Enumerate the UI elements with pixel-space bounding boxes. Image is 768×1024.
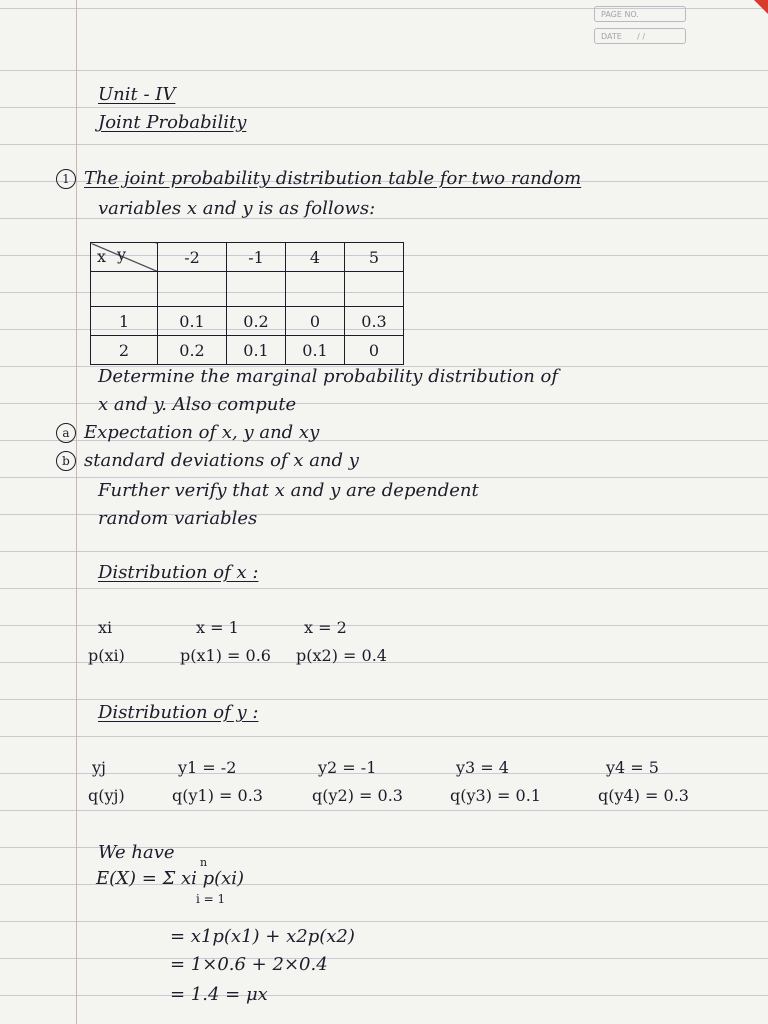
prob-cell: 0.2: [227, 307, 286, 336]
prob-cell: 0: [345, 336, 404, 365]
item-a-marker: a: [56, 423, 76, 443]
date-box: [594, 28, 686, 44]
margin-line: [76, 0, 77, 1024]
x-value-cell: 1: [91, 307, 158, 336]
sum-lower-limit: i = 1: [196, 892, 226, 906]
dist-y-label-yj: yj: [92, 758, 106, 777]
x-value-cell: 2: [91, 336, 158, 365]
dist-y-value: y3 = 4: [456, 758, 509, 777]
prob-cell: 0.2: [158, 336, 227, 365]
work-step-3: = 1.4 = μx: [170, 984, 268, 1005]
task-item-b: [56, 450, 359, 471]
corner-y: y: [117, 245, 127, 264]
dist-x-prob: p(x2) = 0.4: [296, 646, 387, 665]
item-b-text: standard deviations of x and y: [84, 450, 359, 471]
table-corner-cell: [91, 243, 158, 272]
y-header-cell: 4: [286, 243, 345, 272]
dist-y-label-qyj: q(yj): [88, 786, 125, 805]
dist-x-label-xi: xi: [98, 618, 113, 637]
prob-cell: 0.1: [158, 307, 227, 336]
topic-heading: Joint Probability: [98, 112, 247, 133]
page-no-label: PAGE NO.: [601, 10, 639, 19]
y-header-cell: -1: [227, 243, 286, 272]
dist-x-title: Distribution of x :: [98, 562, 259, 583]
table-row: [91, 336, 404, 365]
prob-cell: 0: [286, 307, 345, 336]
item-a-text: Expectation of x, y and xy: [84, 422, 320, 443]
task-line-2: x and y. Also compute: [98, 394, 297, 415]
joint-probability-table: [90, 242, 404, 365]
table-header-row: [91, 243, 404, 272]
work-step-2: = 1×0.6 + 2×0.4: [170, 954, 328, 975]
dist-y-title: Distribution of y :: [98, 702, 259, 723]
dist-y-value: y2 = -1: [318, 758, 377, 777]
date-label: DATE: [601, 32, 622, 41]
sum-upper-limit: n: [200, 856, 208, 869]
question-text-1: The joint probability distribution table for two random: [84, 168, 582, 189]
we-have-text: We have: [98, 842, 175, 863]
y-header-cell: -2: [158, 243, 227, 272]
date-value: / /: [637, 32, 646, 41]
dist-y-prob: q(y2) = 0.3: [312, 786, 403, 805]
question-line-2: variables x and y is as follows:: [98, 198, 376, 219]
table-spacer-row: [91, 272, 404, 307]
corner-x: x: [97, 247, 107, 266]
task-line-5: Further verify that x and y are dependent: [98, 480, 479, 501]
expectation-line: E(X) = Σ xi p(xi): [96, 868, 245, 889]
dist-y-prob: q(y1) = 0.3: [172, 786, 263, 805]
dist-x-prob: p(x1) = 0.6: [180, 646, 271, 665]
prob-cell: 0.1: [227, 336, 286, 365]
prob-cell: 0.1: [286, 336, 345, 365]
dist-x-label-pxi: p(xi): [88, 646, 125, 665]
unit-heading: Unit - IV: [98, 84, 176, 105]
corner-mark: [754, 0, 768, 14]
dist-y-prob: q(y3) = 0.1: [450, 786, 541, 805]
task-line-6: random variables: [98, 508, 258, 529]
task-item-a: [56, 422, 319, 443]
dist-x-value: x = 2: [304, 618, 347, 637]
dist-x-value: x = 1: [196, 618, 239, 637]
prob-cell: 0.3: [345, 307, 404, 336]
table-row: [91, 307, 404, 336]
question-number: 1: [56, 169, 76, 189]
dist-y-prob: q(y4) = 0.3: [598, 786, 689, 805]
task-line-1: Determine the marginal probability distribution of: [98, 366, 559, 387]
question-line-1: [56, 168, 581, 189]
work-step-1: = x1p(x1) + x2p(x2): [170, 926, 355, 947]
dist-y-value: y1 = -2: [178, 758, 237, 777]
dist-y-value: y4 = 5: [606, 758, 659, 777]
y-header-cell: 5: [345, 243, 404, 272]
item-b-marker: b: [56, 451, 76, 471]
page-no-box: [594, 6, 686, 22]
